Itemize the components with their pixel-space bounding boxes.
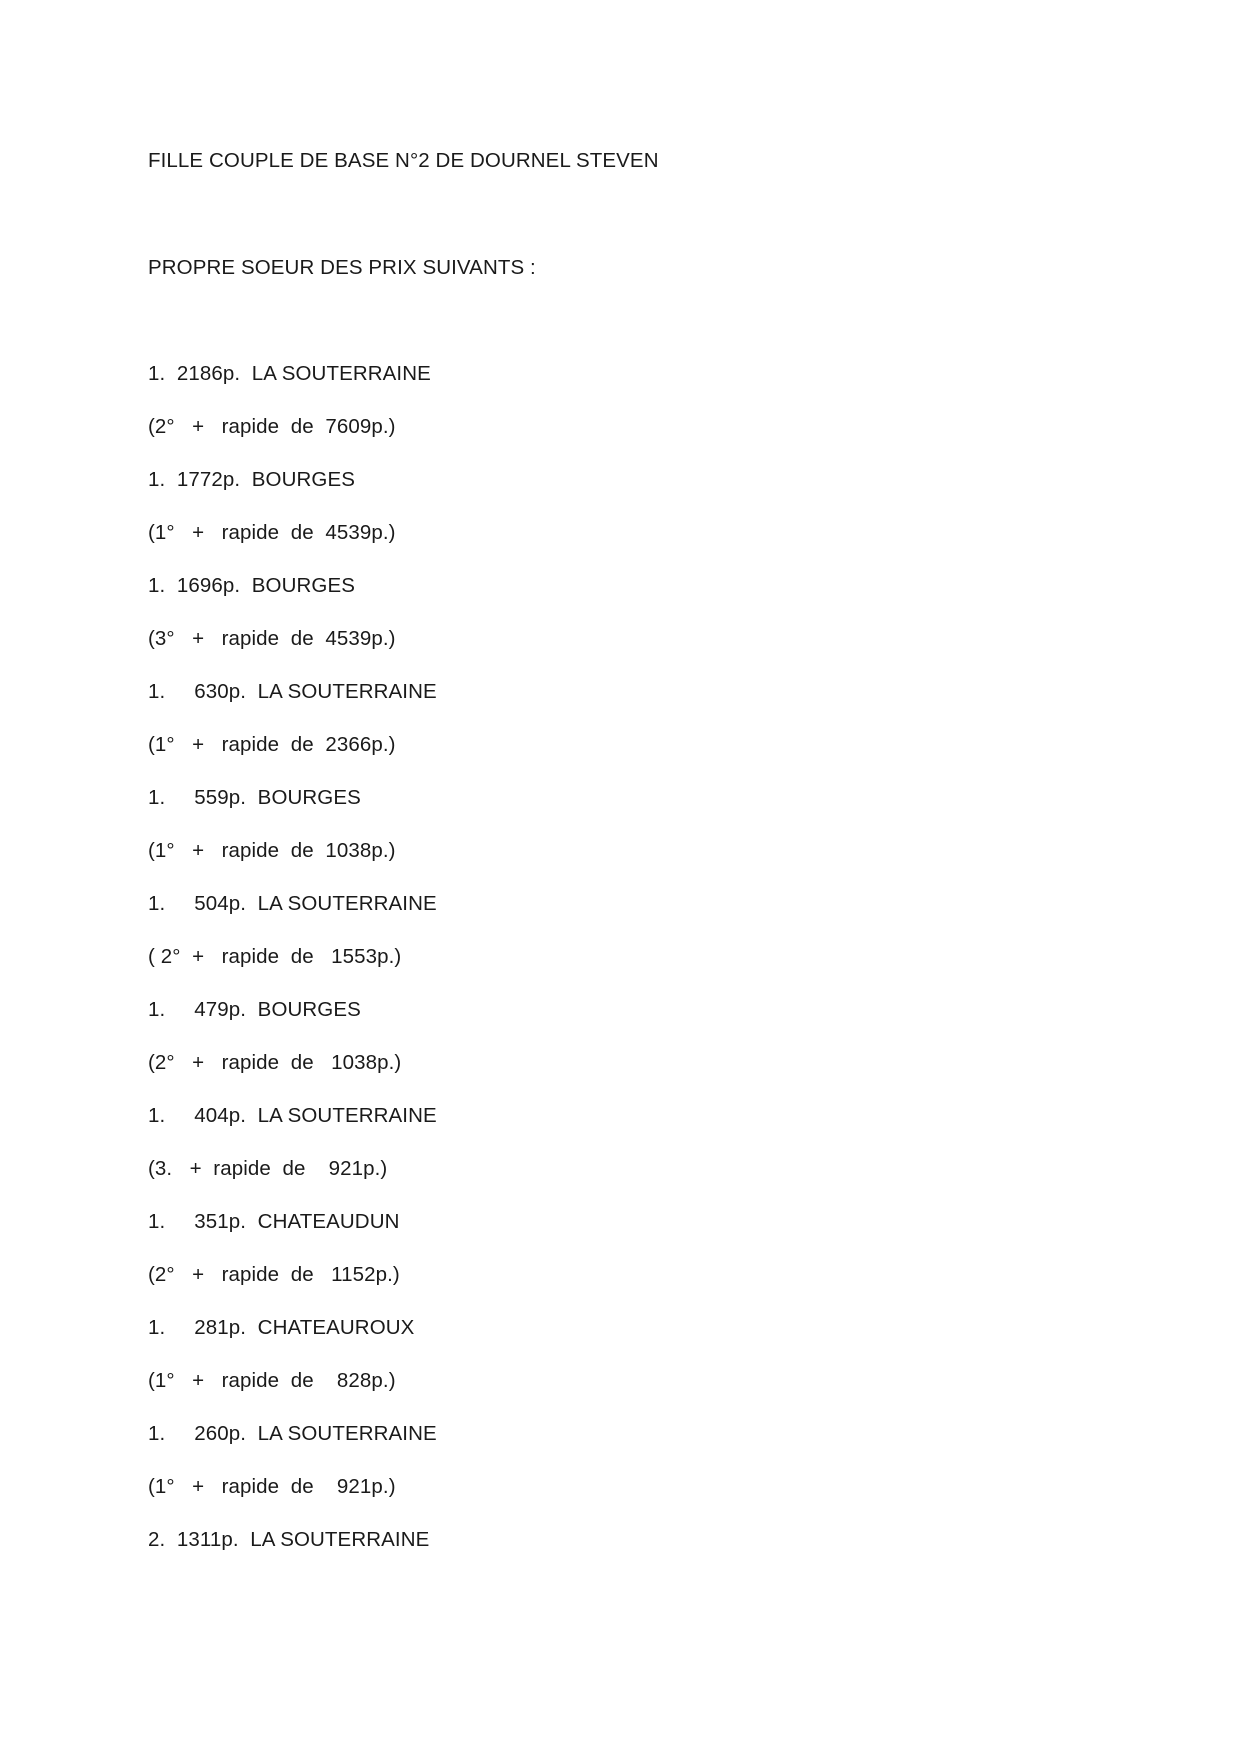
prize-detail-line: (2° + rapide de 1152p.) <box>148 1263 400 1286</box>
prize-line: 1. 630p. LA SOUTERRAINE <box>148 680 437 703</box>
prize-detail-line: (1° + rapide de 2366p.) <box>148 733 396 756</box>
prize-line: 1. 504p. LA SOUTERRAINE <box>148 892 437 915</box>
prize-line: 1. 559p. BOURGES <box>148 786 361 809</box>
prize-line: 1. 260p. LA SOUTERRAINE <box>148 1422 437 1445</box>
prize-line: 1. 1772p. BOURGES <box>148 468 355 491</box>
prize-detail-line: (3. + rapide de 921p.) <box>148 1157 388 1180</box>
document-subtitle: PROPRE SOEUR DES PRIX SUIVANTS : <box>148 256 536 279</box>
prize-line: 1. 479p. BOURGES <box>148 998 361 1021</box>
prize-line: 2. 1311p. LA SOUTERRAINE <box>148 1528 430 1551</box>
prize-detail-line: (3° + rapide de 4539p.) <box>148 627 396 650</box>
prize-detail-line: (2° + rapide de 7609p.) <box>148 415 396 438</box>
prize-detail-line: (1° + rapide de 1038p.) <box>148 839 396 862</box>
prize-detail-line: (1° + rapide de 828p.) <box>148 1369 396 1392</box>
prize-line: 1. 404p. LA SOUTERRAINE <box>148 1104 437 1127</box>
prize-detail-line: ( 2° + rapide de 1553p.) <box>148 945 402 968</box>
prize-line: 1. 2186p. LA SOUTERRAINE <box>148 362 431 385</box>
prize-detail-line: (2° + rapide de 1038p.) <box>148 1051 402 1074</box>
prize-detail-line: (1° + rapide de 4539p.) <box>148 521 396 544</box>
prize-line: 1. 1696p. BOURGES <box>148 574 355 597</box>
prize-line: 1. 351p. CHATEAUDUN <box>148 1210 400 1233</box>
prize-line: 1. 281p. CHATEAUROUX <box>148 1316 415 1339</box>
document-title: FILLE COUPLE DE BASE N°2 DE DOURNEL STEVEN <box>148 149 659 172</box>
prize-detail-line: (1° + rapide de 921p.) <box>148 1475 396 1498</box>
